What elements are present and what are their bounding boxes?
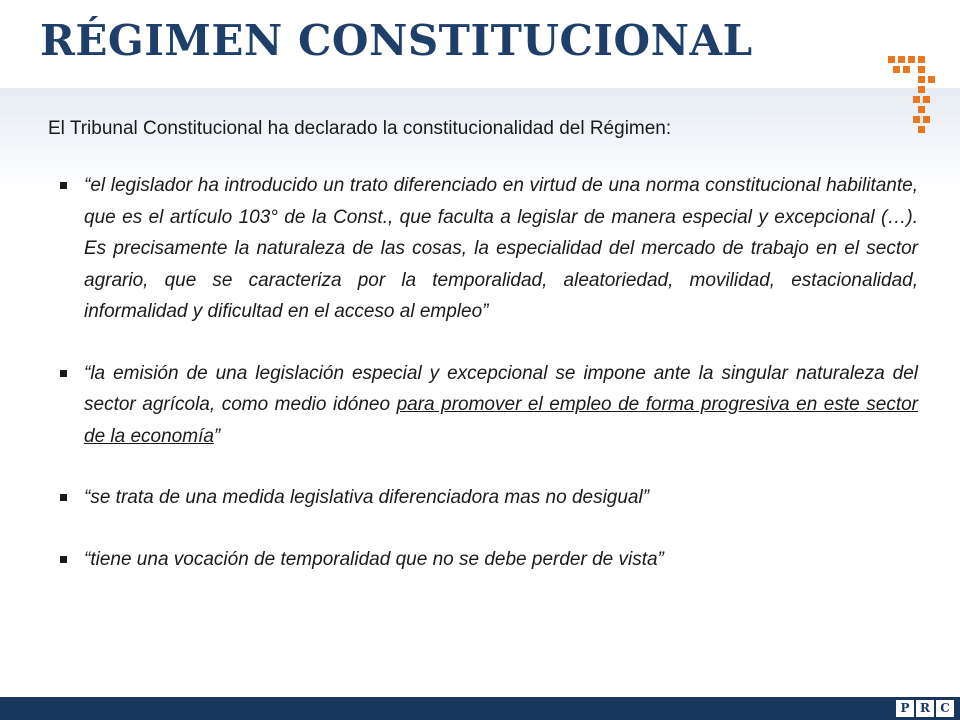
quote-list xyxy=(48,170,918,605)
list-item xyxy=(48,170,918,328)
quote-underlined-text: para promover el empleo de forma progresiva en este sector de la economía xyxy=(84,394,918,447)
brand-letter: R xyxy=(916,700,934,717)
square-bullet-icon xyxy=(60,556,67,563)
list-item xyxy=(48,544,918,576)
list-item xyxy=(48,482,918,514)
square-bullet-icon xyxy=(60,494,67,501)
intro-text: El Tribunal Constitucional ha declarado la constitucionalidad del Régimen: xyxy=(48,118,672,139)
quote-closing-mark: ” xyxy=(213,425,221,447)
quote-text: “se trata de una medida legislativa diferenciadora mas no desigual” xyxy=(84,487,650,508)
brand-letter: C xyxy=(936,700,954,717)
brand-letter: P xyxy=(896,700,914,717)
footer-bar xyxy=(0,697,960,720)
square-bullet-icon xyxy=(60,182,67,189)
slide-title: RÉGIMEN CONSTITUCIONAL xyxy=(40,16,753,65)
quote-text: “tiene una vocación de temporalidad que no se debe perder de vista” xyxy=(84,548,664,570)
prc-logo-icon xyxy=(888,56,936,136)
quote-text: “el legislador ha introducido un trato diferenciado en virtud de una norma constitucional habilitante, que es el artículo 103° de la Const., que faculta a legislar de manera especial y excepcional (…). Es precisamente la naturaleza de las cosas, la especialidad del mercado de trabajo en el sector agrario, que se caracteriza por la temporalidad, aleatoriedad, movilidad, estacionalidad, informalidad y dificultad en el acceso al empleo” xyxy=(84,175,918,322)
list-item xyxy=(48,358,918,453)
square-bullet-icon xyxy=(60,370,67,377)
quote-text: “la emisión de una legislación especial y excepcional se impone ante la singular naturaleza del sector agrícola, como medio idóneo xyxy=(84,362,918,415)
prc-brand-mark xyxy=(896,700,954,717)
